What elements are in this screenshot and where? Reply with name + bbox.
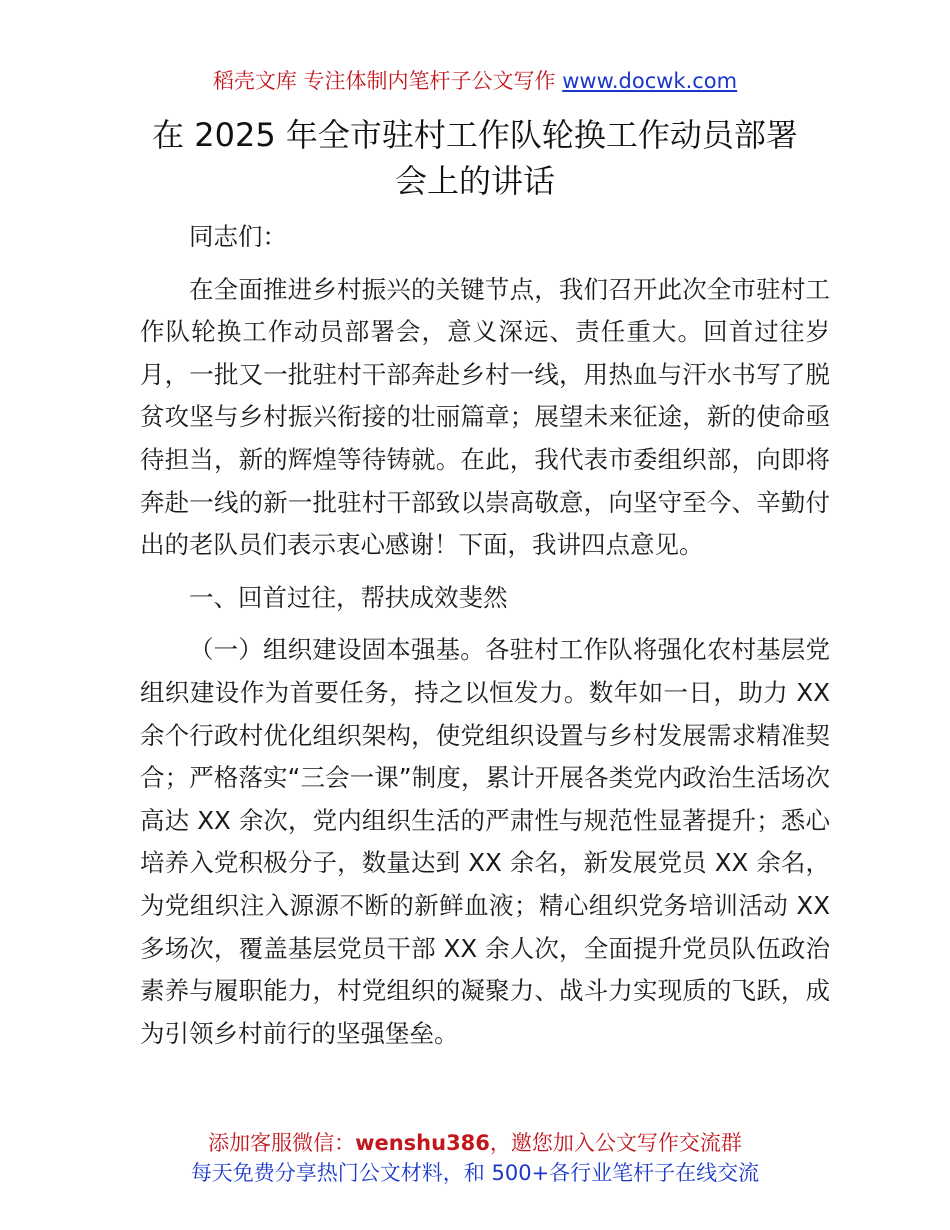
document-title	[0, 112, 950, 204]
site-url-link[interactable]: www.docwk.com	[562, 69, 738, 93]
document-body	[140, 216, 830, 1065]
intro-paragraph: 在全面推进乡村振兴的关键节点，我们召开此次全市驻村工作队轮换工作动员部署会，意义深远、责任重大。回首过往岁月，一批又一批驻村干部奔赴乡村一线，用热血与汗水书写了脱贫攻坚与乡村振兴衔接的壮丽篇章；展望未来征途，新的使命亟待担当，新的辉煌等待铸就。在此，我代表市委组织部，向即将奔赴一线的新一批驻村干部致以崇高敬意，向坚守至今、辛勤付出的老队员们表示衷心感谢！下面，我讲四点意见。	[140, 274, 830, 560]
body-paragraph: （一）组织建设固本强基。各驻村工作队将强化农村基层党组织建设作为首要任务，持之以恒发力。数年如一日，助力 XX 余个行政村优化组织架构，使党组织设置与乡村发展需求精准契合；严格落实“三会一课”制度，累计开展各类党内政治生活场次高达 XX 余次，党内组织生活的严肃性与规范性显著提升；悉心培养入党积极分子，数量达到 XX 余名，新发展党员 XX 余名，为党组织注入源源不断的新鲜血液；精心组织党务培训活动 XX 多场次，覆盖基层党员干部 XX 余人次，全面提升党员队伍政治素养与履职能力，村党组织的凝聚力、战斗力实现质的飞跃，成为引领乡村前行的坚强堡垒。	[140, 635, 830, 1048]
title-line-1: 在 2025 年全市驻村工作队轮换工作动员部署	[152, 116, 798, 154]
footer-line-1	[0, 1128, 950, 1158]
salutation: 同志们：	[189, 222, 287, 251]
section-heading: 一、回首过往，帮扶成效斐然	[189, 582, 508, 612]
footer-line-2: 每天免费分享热门公文材料，和 500+各行业笔杆子在线交流	[190, 1161, 760, 1185]
site-brand: 稻壳文库 专注体制内笔杆子公文写作	[212, 69, 556, 93]
site-header	[0, 66, 950, 96]
title-line-2: 会上的讲话	[394, 162, 555, 200]
promo-footer	[0, 1128, 950, 1188]
wechat-id: wenshu386	[355, 1131, 490, 1155]
footer-suffix: ，邀您加入公文写作交流群	[489, 1131, 742, 1155]
footer-prefix: 添加客服微信：	[208, 1131, 356, 1155]
